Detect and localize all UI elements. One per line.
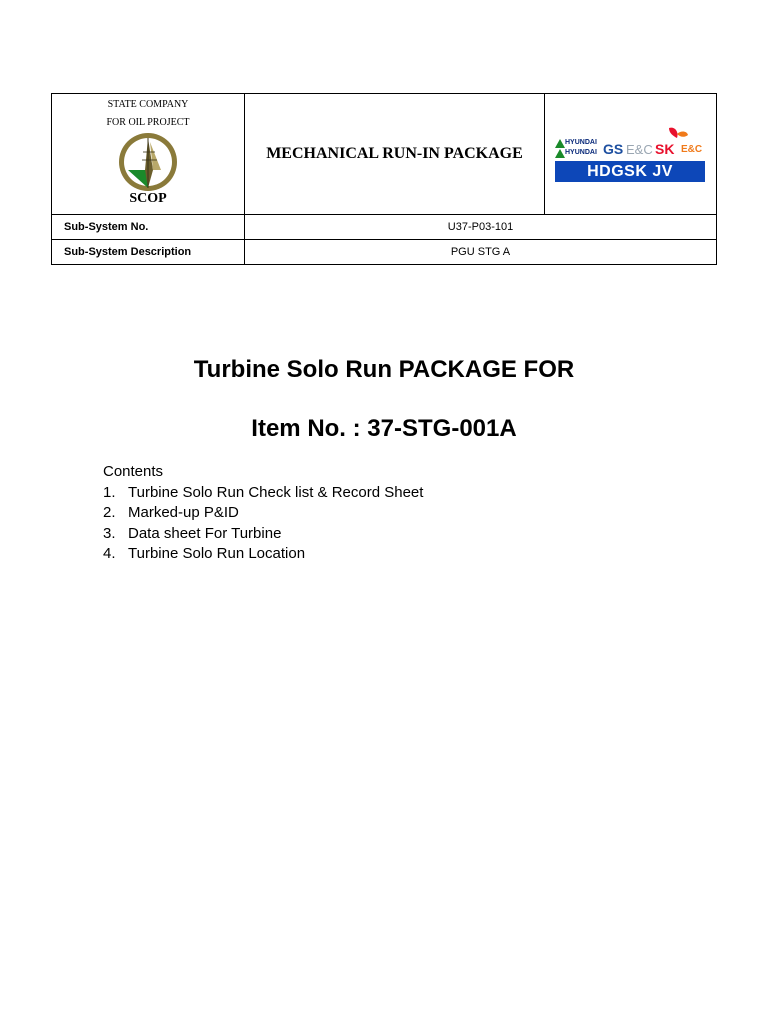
list-item: 1. Turbine Solo Run Check list & Record Sheet [103,483,424,501]
package-title-cell [245,94,545,215]
header-table [51,93,717,265]
sk-logo: SK [655,141,675,157]
contents-list [103,462,423,565]
hyundai-triangle-icon [555,149,565,158]
list-item: 2. Marked-up P&ID [103,504,239,521]
client-name: SCOP [129,191,167,206]
subsystem-no-label: Sub-System No. [52,215,245,240]
gs-suffix: E&C [626,142,653,157]
jv-name: HDGSK JV [555,161,705,182]
subsystem-description-label: Sub-System Description [52,240,245,265]
sk-butterfly-icon [667,126,689,142]
table-row [52,240,717,265]
gs-logo: GS [603,141,624,157]
sk-suffix: E&C [681,144,703,155]
list-item: 4. Turbine Solo Run Location [103,545,306,562]
client-line-2: FOR OIL PROJECT [106,117,190,128]
client-logo-cell [52,94,245,215]
contents-heading: Contents [103,463,164,480]
subsystem-description-value: PGU STG A [245,240,717,265]
client-line-1: STATE COMPANY [107,99,189,110]
hyundai-triangle-icon [555,139,565,148]
document-title-line-2: Item No. : 37-STG-001A [251,415,517,442]
subsystem-no-value: U37-P03-101 [245,215,717,240]
document-title-line-1: Turbine Solo Run PACKAGE FOR [193,356,575,383]
jv-logo-cell [545,94,717,215]
hdgsk-jv-logo: HYUNDAI HYUNDAI GS E&C SK E&C HDGSK JV [555,126,705,182]
package-title: MECHANICAL RUN-IN PACKAGE [266,145,523,162]
list-item: 3. Data sheet For Turbine [103,524,282,542]
table-row [52,215,717,240]
scop-emblem-icon [115,132,181,192]
